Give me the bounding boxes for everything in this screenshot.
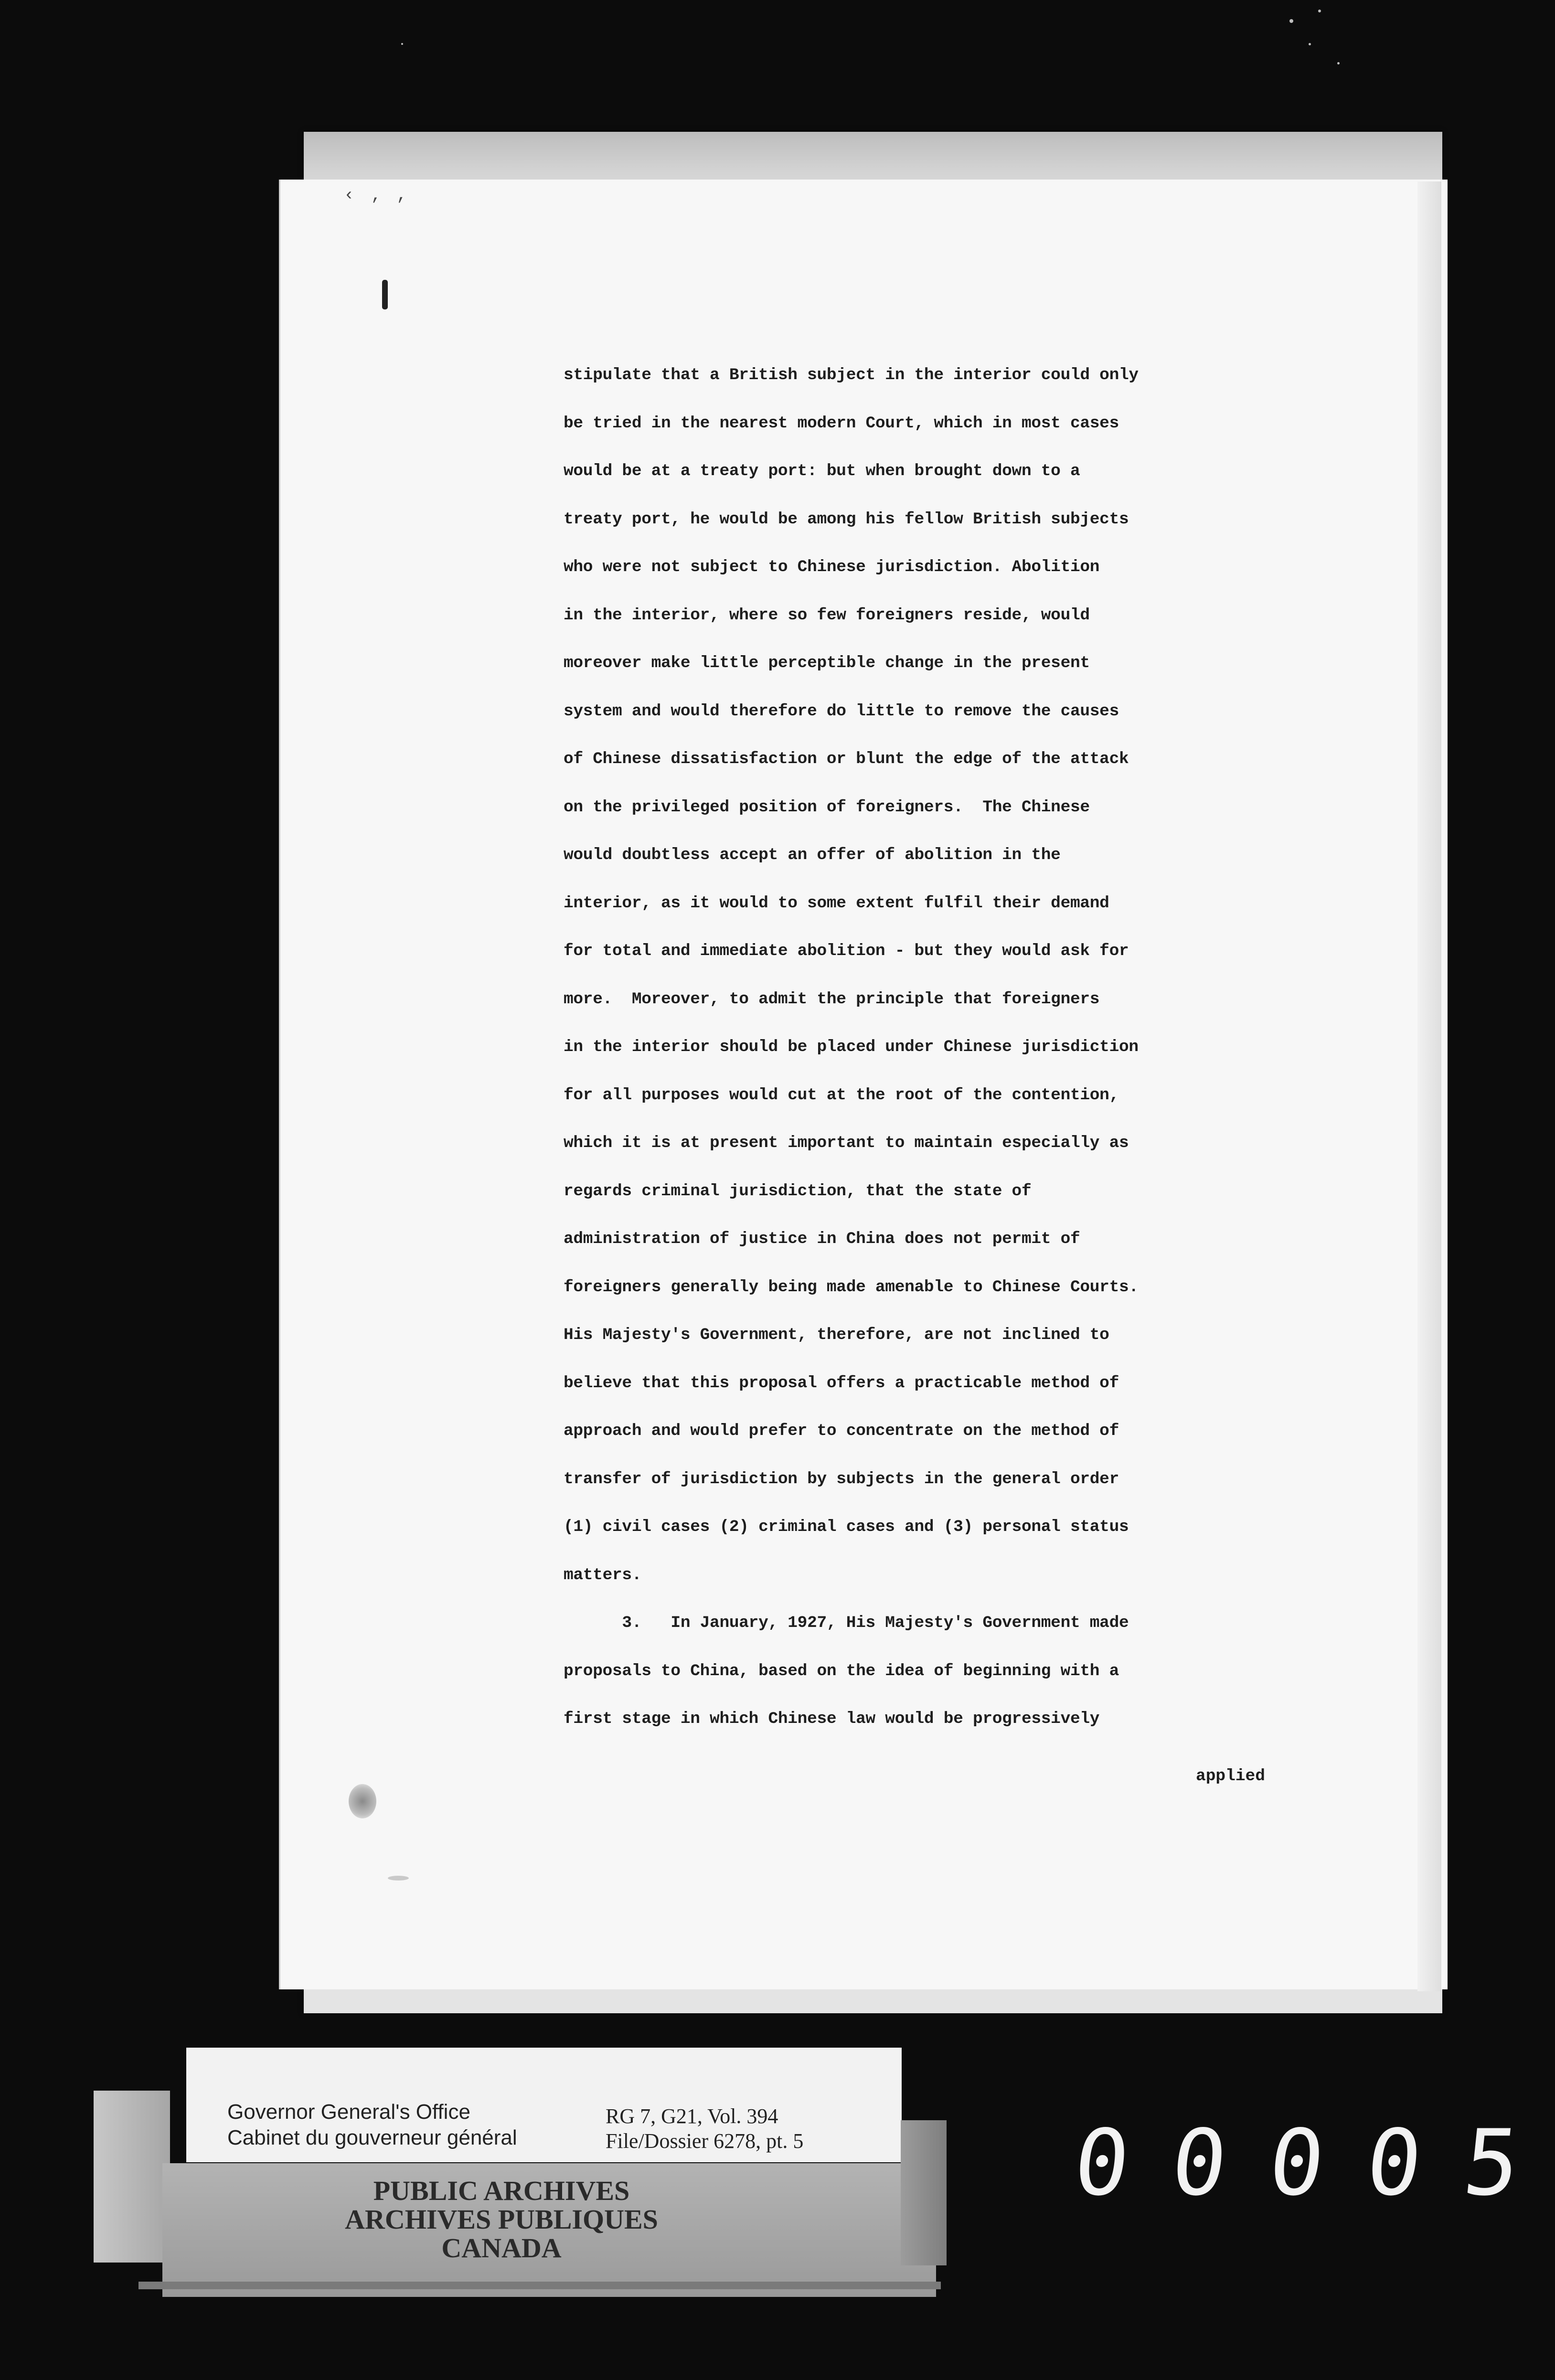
frame-digit: 0 [1361,2110,1427,2216]
archive-reference [606,2104,803,2154]
page-marks: ‹ ‚ , [344,185,410,205]
text-line: in the interior, where so few foreigners reside, would [564,606,1090,625]
text-line: administration of justice in China does not permit of [564,1230,1080,1248]
text-line: interior, as it would to some extent fulfil their demand [564,893,1109,913]
text-line: first stage in which Chinese law would be progressively [564,1710,1100,1728]
record-group-reference: RG 7, G21, Vol. 394 [606,2104,778,2128]
text-line: who were not subject to Chinese jurisdiction. Abolition [564,558,1100,576]
scan-speck [1289,19,1293,23]
punch-mark [382,280,388,309]
text-line: regards criminal jurisdiction, that the state of [564,1181,1032,1201]
text-line: would doubtless accept an offer of abolition in the [564,846,1061,864]
frame-digit: 5 [1459,2110,1525,2216]
text-line: matters. [564,1565,642,1584]
file-reference: File/Dossier 6278, pt. 5 [606,2129,804,2153]
stamp-base [138,2282,941,2289]
document-page-edge [1417,181,1441,1991]
text-line: for all purposes would cut at the root of the contention, [564,1085,1119,1105]
scan-speck [401,43,403,45]
text-line: more. Moreover, to admit the principle that foreigners [564,989,1100,1009]
frame-digit: 0 [1264,2110,1330,2216]
text-line: in the interior should be placed under Chinese jurisdiction [564,1038,1139,1056]
text-line: proposals to China, based on the idea of beginning with a [564,1661,1119,1680]
text-line: be tried in the nearest modern Court, which in most cases [564,414,1119,433]
archive-stamp-line-1: PUBLIC ARCHIVES [373,2175,630,2206]
text-line: would be at a treaty port: but when brought down to a [564,462,1080,480]
office-name [227,2099,517,2151]
frame-digit: 0 [1069,2110,1135,2216]
text-line: moreover make little perceptible change in the present [564,654,1090,672]
ink-smudge [349,1784,376,1818]
scan-speck [1309,43,1311,45]
office-name-fr: Cabinet du gouverneur général [227,2126,517,2149]
stamp-card-right-tab [901,2120,947,2265]
text-line: of Chinese dissatisfaction or blunt the edge of the attack [564,750,1129,768]
text-line: treaty port, he would be among his fellow British subjects [564,510,1129,529]
document-body [564,351,1318,1743]
text-line: transfer of jurisdiction by subjects in the general order [564,1469,1119,1488]
catchword: applied [1196,1767,1265,1785]
scan-speck [1337,62,1340,64]
text-line: for total and immediate abolition - but they would ask for [564,942,1129,960]
archive-stamp-text [210,2177,793,2263]
text-line: 3. In January, 1927, His Majesty's Government made [564,1614,1129,1632]
text-line: system and would therefore do little to remove the causes [564,701,1119,721]
scan-speck [1318,10,1321,12]
text-line: believe that this proposal offers a practicable method of [564,1373,1119,1392]
ink-smudge [388,1876,409,1881]
text-line: on the privileged position of foreigners. The Chinese [564,797,1090,817]
frame-number [1069,2110,1555,2216]
text-line: approach and would prefer to concentrate on the method of [564,1422,1119,1440]
archive-stamp-line-2: ARCHIVES PUBLIQUES [345,2204,658,2235]
archive-label [186,2048,902,2162]
text-line: foreigners generally being made amenable to Chinese Courts. [564,1277,1139,1296]
frame-digit: 0 [1166,2110,1233,2216]
text-line: His Majesty's Government, therefore, are not inclined to [564,1326,1109,1344]
office-name-en: Governor General's Office [227,2100,470,2124]
text-line: which it is at present important to maintain especially as [564,1134,1129,1152]
archive-stamp-line-3: CANADA [441,2232,562,2263]
text-line: (1) civil cases (2) criminal cases and (3) personal status [564,1518,1129,1536]
text-line: stipulate that a British subject in the interior could only [564,366,1139,384]
stamp-card-left-tab [94,2091,170,2263]
